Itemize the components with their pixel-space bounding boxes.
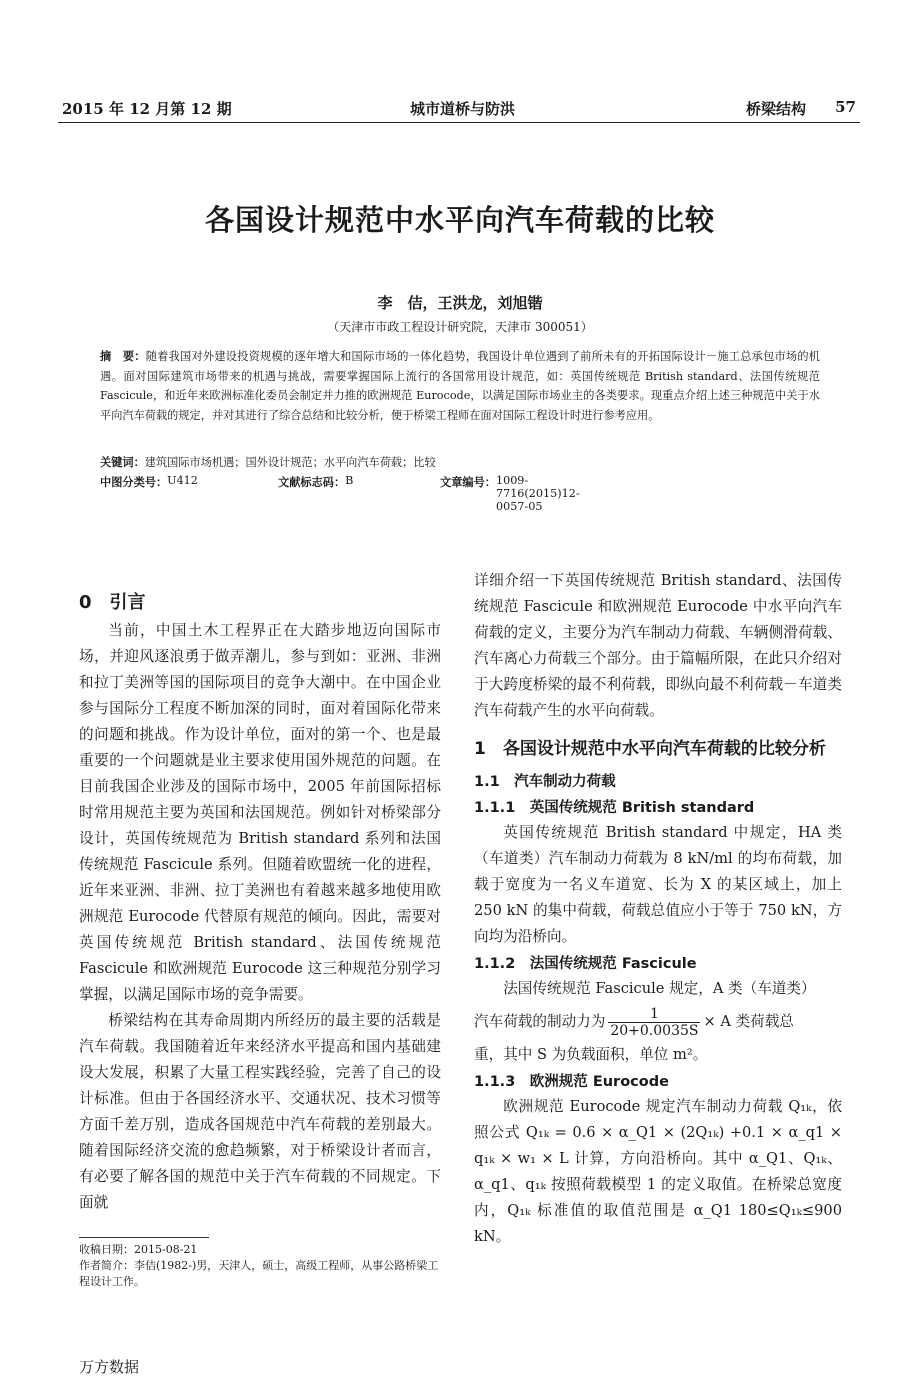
- keywords-text: 建筑国际市场机遇；国外设计规范；水平向汽车荷载；比较: [144, 456, 436, 469]
- right-column: [474, 568, 842, 1250]
- keywords: [100, 454, 820, 470]
- paragraph: 重，其中 S 为负载面积，单位 m²。: [474, 1046, 708, 1063]
- left-column: [79, 618, 441, 1216]
- doc-code: [278, 474, 354, 490]
- formula-line: [474, 1002, 842, 1042]
- page-number: 57: [835, 98, 856, 116]
- affiliation: （天津市市政工程设计研究院，天津市 300051）: [327, 320, 593, 334]
- keywords-label: 关键词：: [100, 455, 145, 469]
- paragraph: 详细介绍一下英国传统规范 British standard、法国传统规范 Fascicule 和欧洲规范 Eurocode 中水平向汽车荷载的定义，主要分为汽车制动力荷载、车辆侧滑荷载、汽车离心力荷载三个部分。由于篇幅所限，在此只介绍对于大跨度桥梁的最不利荷载，即纵向最不利荷载－车道类汽车荷载产生的水平向荷载。: [474, 572, 842, 719]
- doc-label: 文献标志码：: [278, 475, 346, 489]
- fraction: [608, 1006, 700, 1039]
- subsection-heading-1-1: 1.1 汽车制动力荷载: [474, 774, 616, 790]
- issue-info: 2015 年 12 月第 12 期: [62, 100, 232, 118]
- paper-title: 各国设计规范中水平向汽车荷载的比较: [204, 203, 715, 237]
- classification-line: [100, 474, 820, 513]
- watermark: 万方数据: [79, 1358, 140, 1376]
- formula-suffix: × A 类荷载总: [703, 1013, 794, 1030]
- footnote: [79, 1242, 444, 1290]
- running-header: [58, 98, 860, 123]
- section-heading-intro: 0 引言: [79, 592, 146, 613]
- paragraph: 当前，中国土木工程界正在大踏步地迈向国际市场，并迎风逐浪勇于做弄潮儿，参与到如：亚洲、非洲和拉丁美洲等国的国际项目的竞争大潮中。在中国企业参与国际分工程度不断加深的同时，面对着国际化带来的问题和挑战。作为设计单位，面对的第一个、也是最重要的一个问题就是业主要求使用国外规范的问题。在目前我国企业涉及的国际市场中，2005 年前国际招标时常用规范主要为英国和法国规范。例如针对桥梁部分设计，英国传统规范为 British standard 系列和法国传统规范 Fascicule 系列。但随着欧盟统一化的进程，近年来亚洲、非洲、拉丁美洲也有着越来越多地使用欧洲规范 Eurocode 代替原有规范的倾向。因此，需要对英国传统规范 British standard、法国传统规范 Fascicule 和欧洲规范 Eurocode 这三种规范分别学习掌握，以满足国际市场的竞争需要。: [79, 622, 441, 1003]
- received-date: 收稿日期：2015-08-21: [79, 1243, 198, 1256]
- subsection-heading-1-1-3: 1.1.3 欧洲规范 Eurocode: [474, 1074, 669, 1090]
- paragraph: 桥梁结构在其寿命周期内所经历的最主要的活载是汽车荷载。我国随着近年来经济水平提高和国内基础建设大发展，积累了大量工程实践经验，完善了自己的设计标准。但由于各国经济水平、交通状况、技术习惯等方面千差万别，造成各国规范中汽车荷载的差别最大。随着国际经济交流的愈趋频繁，对于桥梁设计者而言，有必要了解各国的规范中关于汽车荷载的不同规定。下面就: [79, 1012, 441, 1211]
- section-name: 桥梁结构: [745, 100, 806, 118]
- article-number: [440, 474, 580, 513]
- abstract-label: 摘 要：: [100, 349, 146, 363]
- formula-prefix: 汽车荷载的制动力为: [474, 1013, 606, 1030]
- subsection-heading-1-1-1: 1.1.1 英国传统规范 British standard: [474, 800, 755, 816]
- abstract-text: 随着我国对外建设投资规模的逐年增大和国际市场的一体化趋势，我国设计单位遇到了前所未有的开拓国际设计－施工总承包市场的机遇。面对国际建筑市场带来的机遇与挑战，需要掌握国际上流行的各国常用设计规范，如：英国传统规范 British standard、法国传统规范 Fascicule，和近年来欧洲标准化委员会制定并力推的欧洲规范 Eurocode，以满足国际市场业主的各类要求。现重点介绍上述三种规范中关于水平向汽车荷载的规定，并对其进行了综合总结和比较分析，便于桥梁工程师在面对国际工程设计时进行参考应用。: [100, 350, 820, 422]
- paragraph: 英国传统规范 British standard 中规定，HA 类（车道类）汽车制动力荷载为 8 kN/ml 的均布荷载，加载于宽度为一名义车道宽、长为 X 的某区域上，加上 250 kN 的集中荷载，荷载总值应小于等于 750 kN，方向均为沿桥向。: [474, 824, 842, 945]
- paragraph: 欧洲规范 Eurocode 规定汽车制动力荷载 Q₁ₖ，依照公式 Q₁ₖ = 0.6 × α_Q1 × (2Q₁ₖ) +0.1 × α_q1 × q₁ₖ × w₁ × L 计算，方向沿桥向。其中 α_Q1、Q₁ₖ、α_q1、q₁ₖ 按照荷载模型 1 的定义取值。在桥梁总宽度内，Q₁ₖ 标准值的取值范围是 α_Q1 180≤Q₁ₖ≤900 kN。: [474, 1098, 842, 1245]
- authors: 李 佶，王洪龙，刘旭锴: [377, 294, 543, 312]
- art-label: 文章编号：: [440, 475, 496, 489]
- clc-code: [100, 474, 198, 490]
- art-value: 1009-7716(2015)12-0057-05: [495, 474, 580, 513]
- fraction-numerator: 1: [608, 1006, 700, 1023]
- clc-value: U412: [167, 474, 198, 487]
- author-bio: 作者简介：李佶(1982-)男，天津人，硕士，高级工程师，从事公路桥梁工程设计工作。: [79, 1259, 439, 1288]
- abstract: [100, 347, 820, 425]
- footnote-rule: [79, 1237, 209, 1238]
- subsection-heading-1-1-2: 1.1.2 法国传统规范 Fascicule: [474, 956, 697, 972]
- journal-name: 城市道桥与防洪: [410, 100, 516, 118]
- doc-value: B: [345, 474, 354, 487]
- section-heading-1: 1 各国设计规范中水平向汽车荷载的比较分析: [474, 739, 826, 759]
- paragraph: 法国传统规范 Fascicule 规定，A 类（车道类）: [503, 980, 816, 997]
- clc-label: 中图分类号：: [100, 475, 168, 489]
- fraction-denominator: 20+0.0035S: [610, 1022, 699, 1039]
